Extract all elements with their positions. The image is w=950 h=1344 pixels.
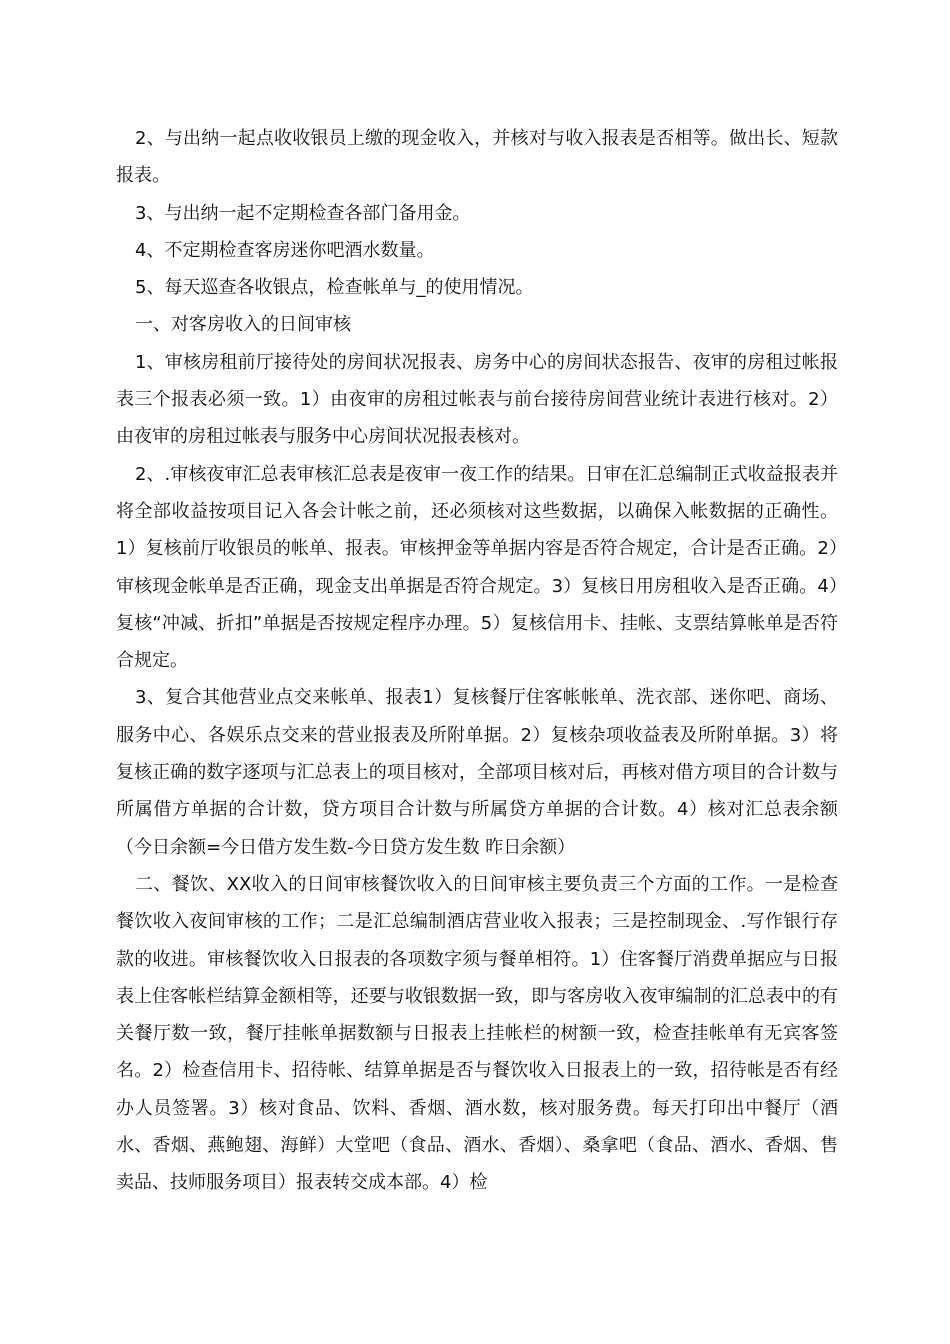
paragraph-minibar-check: 4、不定期检查客房迷你吧酒水数量。 <box>135 239 435 261</box>
paragraph-night-audit-summary: 2、.审核夜审汇总表审核汇总表是夜审一夜工作的结果。日审在汇总编制正式收益报表并将全部收益按项目记入各会计帐之前，还必须核对这些数据，以确保入帐数据的正确性。1）复核前厅收银员的帐单、报表。审核押金等单据内容是否符合规定，合计是否正确。2）审核现金帐单是否正确，现金支出单据是否符合规定。3）复核日用房租收入是否正确。4）复核“冲减、折扣”单据是否按规定程序办理。5）复核信用卡、挂帐、支票结算帐单是否符合规定。 <box>116 463 838 672</box>
paragraph-cashier-inspection: 5、每天巡查各收银点，检查帐单与_的使用情况。 <box>135 277 534 299</box>
paragraph-food-beverage-audit: 二、餐饮、XX收入的日间审核餐饮收入的日间审核主要负责三个方面的工作。一是检查餐饮收入夜间审核的工作；二是汇总编制酒店营业收入报表；三是控制现金、.写作银行存款的收进。审核餐饮收入日报表的各项数字须与餐单相符。1）住客餐厅消费单据应与日报表上住客帐栏结算金额相等，还要与收银数据一致，即与客房收入夜审编制的汇总表中的有关餐厅数一致，餐厅挂帐单据数额与日报表上挂帐栏的树额一致，检查挂帐单有无宾客签名。2）检查信用卡、招待帐、结算单据是否与餐饮收入日报表上的一致，招待帐是否有经办人员签署。3）核对食品、饮料、香烟、酒水数，核对服务费。每天打印出中餐厅（酒水、香烟、燕鲍翅、海鲜）大堂吧（食品、酒水、香烟）、桑拿吧（食品、酒水、香烟、售卖品、技师服务项目）报表转交成本部。4）检 <box>116 873 838 1194</box>
paragraph-cash-reconciliation: 2、与出纳一起点收收银员上缴的现金收入，并核对与收入报表是否相等。做出长、短款报表。 <box>116 128 838 187</box>
paragraph-other-outlets-review: 3、复合其他营业点交来帐单、报表1）复核餐厅住客帐帐单、洗衣部、迷你吧、商场、服务中心、各娱乐点交来的营业报表及所附单据。2）复核杂项收益表及所附单据。3）将复核正确的数字逐项与汇总表上的项目核对，全部项目核对后，再核对借方项目的合计数与所属借方单据的合计数，贷方项目合计数与所属贷方单据的合计数。4）核对汇总表余额（今日余额=今日借方发生数-今日贷方发生数 昨日余额） <box>116 687 838 858</box>
document-body <box>116 120 838 1202</box>
paragraph-petty-cash-check: 3、与出纳一起不定期检查各部门备用金。 <box>135 202 471 224</box>
paragraph-room-rent-audit: 1、审核房租前厅接待处的房间状况报表、房务中心的房间状态报告、夜审的房租过帐报表三个报表必须一致。1）由夜审的房租过帐表与前台接待房间营业统计表进行核对。2）由夜审的房租过帐表与服务中心房间状况报表核对。 <box>116 351 838 448</box>
section-heading-room-revenue-audit: 一、对客房收入的日间审核 <box>135 314 351 336</box>
